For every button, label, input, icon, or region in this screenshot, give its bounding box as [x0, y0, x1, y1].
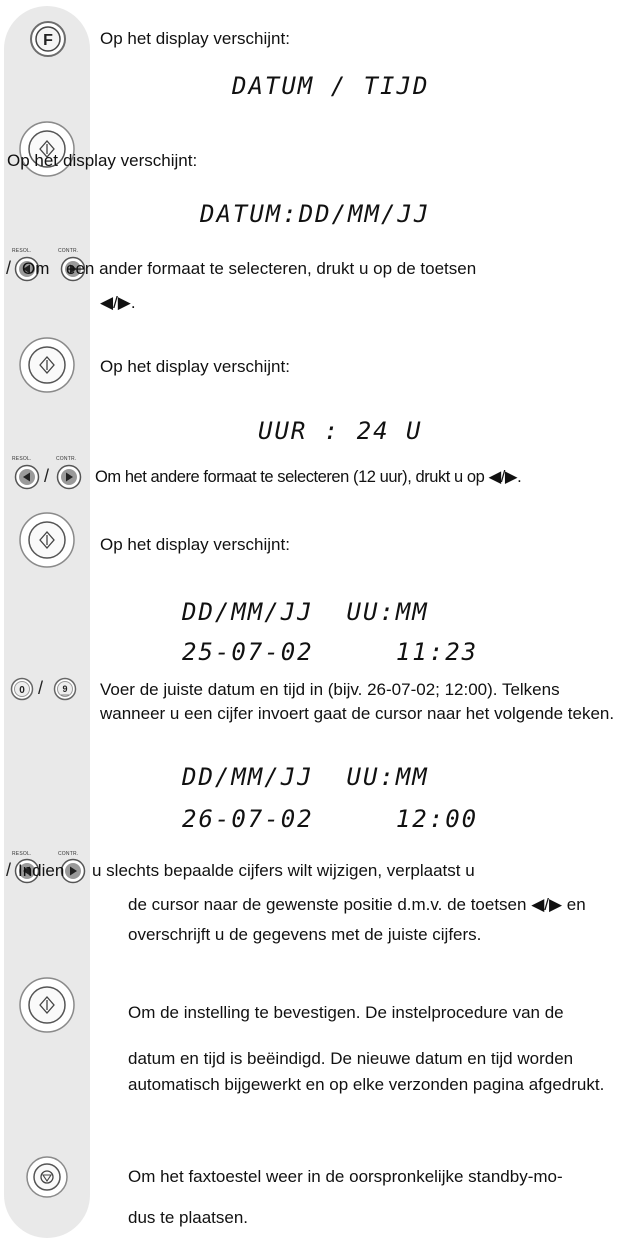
lcd-date-time-value: 25-07-02 11:23 — [182, 638, 479, 666]
zero-key-icon[interactable] — [10, 677, 34, 701]
step6-text: Op het display verschijnt: — [100, 535, 290, 554]
ok-button-icon[interactable] — [18, 511, 76, 569]
right-arrow-button-icon[interactable] — [56, 464, 82, 490]
nine-key-icon[interactable] — [53, 677, 77, 701]
lcd-date-time-header: DD/MM/JJ UU:MM — [182, 763, 429, 791]
lcd-date-time-value: 26-07-02 12:00 — [182, 805, 479, 833]
step5-text: Om het andere formaat te selecteren (12 uur), drukt u op ◀/▶. — [95, 468, 522, 486]
resol-label: RESOL. — [12, 851, 32, 857]
contr-label: CONTR. — [58, 851, 79, 857]
lcd-uur-24: UUR : 24 U — [258, 417, 423, 445]
lcd-datum-tijd: DATUM / TIJD — [232, 72, 430, 100]
step3-text-arrows: ◀/▶. — [100, 293, 136, 312]
step3-text-left: Om — [22, 259, 50, 278]
left-arrow-button-icon[interactable] — [14, 464, 40, 490]
step3-text: een ander formaat te selecteren, drukt u op de toetsen — [66, 259, 477, 278]
step9-text: Om de instelling te bevestigen. De instelprocedure van de — [128, 1003, 564, 1022]
button-column-strip — [4, 6, 90, 1238]
resol-label: RESOL. — [12, 248, 32, 254]
ok-button-icon[interactable] — [18, 976, 76, 1034]
contr-label: CONTR. — [58, 248, 79, 254]
stop-button-icon[interactable] — [25, 1155, 69, 1199]
step10-text: Om het faxtoestel weer in de oorspronkelijke standby-mo- — [128, 1167, 563, 1186]
step9-text-continued: datum en tijd is beëindigd. De nieuwe datum en tijd worden automatisch bijgewerkt en op elke verzonden pagina afgedrukt. — [128, 1049, 605, 1094]
function-f-button-icon[interactable] — [29, 20, 67, 58]
step2-text: display verschijnt: — [63, 151, 198, 170]
step10-text-continued: dus te plaatsen. — [128, 1208, 249, 1227]
separator-slash: / — [6, 258, 12, 278]
ok-button-icon[interactable] — [18, 336, 76, 394]
separator-slash: / — [38, 678, 44, 698]
step8-text-continued: de cursor naar de gewenste positie d.m.v. de toetsen ◀/▶ en overschrijft u de gegevens met de juiste cijfers. — [128, 895, 586, 944]
svg-text:0: 0 — [19, 685, 25, 696]
contr-label: CONTR. — [56, 456, 77, 462]
step2-text-left: Op het — [7, 151, 59, 170]
step4-text: Op het display verschijnt: — [100, 357, 290, 376]
svg-text:F: F — [43, 32, 53, 49]
step8-text: u slechts bepaalde cijfers wilt wijzigen, verplaatst u — [92, 861, 475, 880]
svg-text:9: 9 — [62, 684, 68, 694]
step1-text: Op het display verschijnt: — [100, 29, 290, 48]
lcd-date-time-header: DD/MM/JJ UU:MM — [182, 598, 429, 626]
lcd-datum-format: DATUM:DD/MM/JJ — [200, 200, 431, 228]
step8-text-left: Indien — [18, 861, 65, 880]
separator-slash: / — [6, 860, 12, 880]
separator-slash: / — [44, 466, 50, 486]
resol-label: RESOL. — [12, 456, 32, 462]
step7-text: Voer de juiste datum en tijd in (bijv. 26-07-02; 12:00). Telkens wanneer u een cijfer invoert gaat de cursor naar het volgende teken. — [100, 680, 615, 723]
